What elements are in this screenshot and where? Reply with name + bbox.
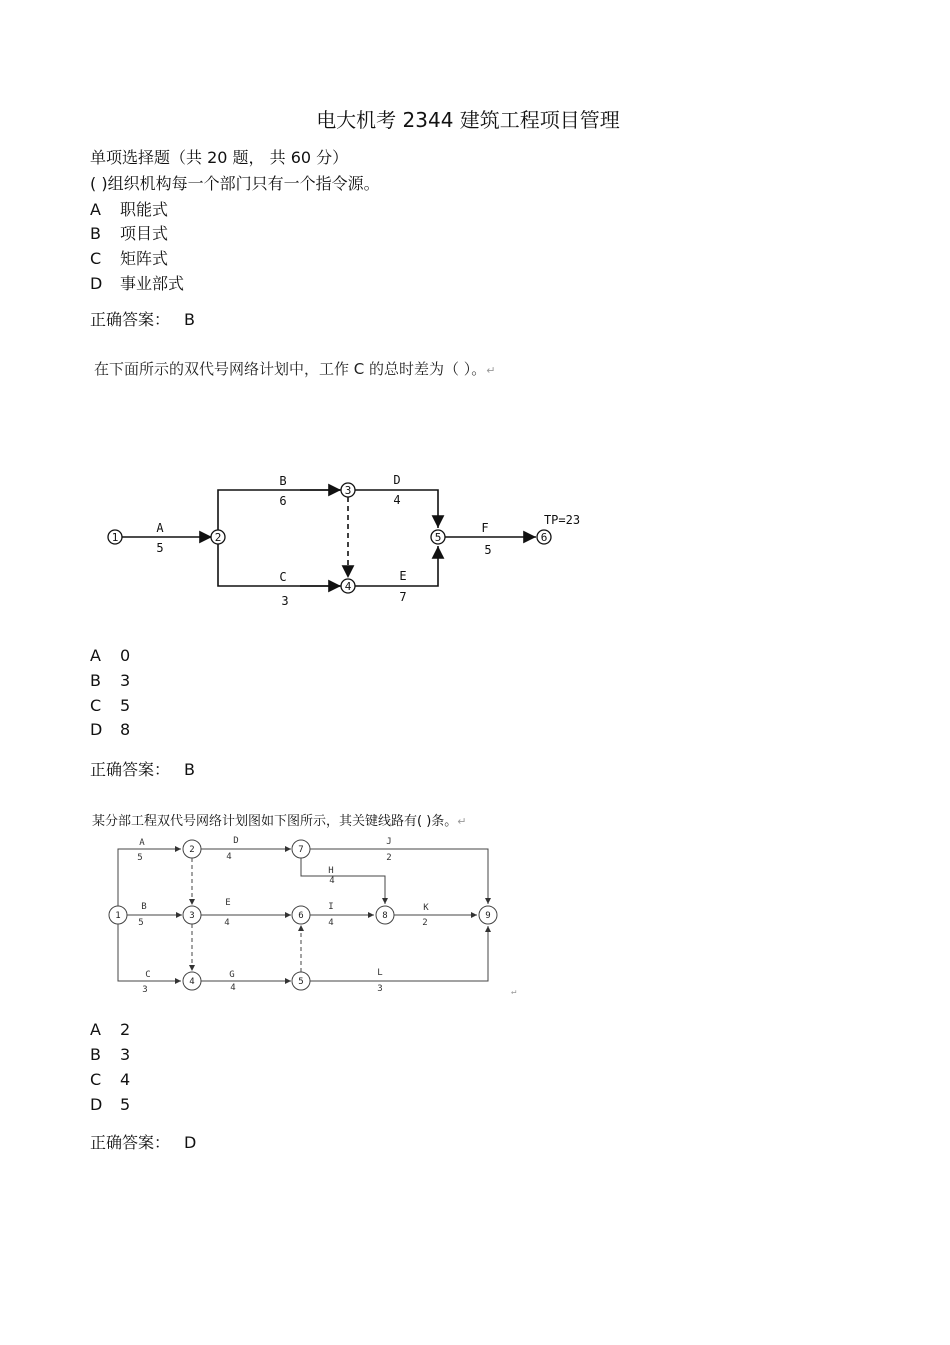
node-label-5: 5 — [434, 531, 442, 544]
activity-a-name: A — [156, 521, 164, 535]
activity-c-name: C — [145, 970, 151, 980]
option-letter: C — [90, 696, 102, 715]
option-letter: B — [90, 671, 101, 690]
activity-f-name: F — [481, 521, 489, 535]
activity-a-name: A — [139, 838, 145, 848]
option-text: 8 — [120, 720, 131, 739]
answer-label: 正确答案： — [90, 1133, 171, 1152]
node-label-5: 5 — [298, 977, 304, 987]
option-letter: D — [90, 720, 103, 739]
option-letter: C — [90, 1070, 102, 1089]
question-3-option-c — [90, 1070, 130, 1089]
node-label-2: 2 — [189, 845, 195, 855]
network-diagram-2 — [100, 832, 520, 1002]
node-label-3: 3 — [189, 911, 195, 921]
return-mark: ↵ — [457, 815, 467, 828]
activity-e-name: E — [399, 569, 407, 583]
activity-a-duration: 5 — [137, 853, 143, 863]
activity-c-name: C — [279, 570, 287, 584]
answer-value: B — [184, 310, 195, 329]
question-3-option-a — [90, 1020, 130, 1039]
network-diagram-1 — [100, 470, 600, 620]
activity-k-name: K — [423, 903, 429, 913]
question-1-answer — [90, 307, 195, 330]
activity-e-duration: 4 — [224, 918, 230, 928]
activity-e-duration: 7 — [399, 590, 407, 604]
option-letter: D — [90, 274, 103, 293]
node-label-6: 6 — [540, 531, 548, 544]
answer-value: B — [184, 760, 195, 779]
activity-b-name: B — [141, 902, 147, 912]
node-label-4: 4 — [189, 977, 195, 987]
option-text: 5 — [120, 696, 131, 715]
option-text: 4 — [120, 1070, 131, 1089]
activity-j-duration: 2 — [386, 853, 392, 863]
section-heading: 单项选择题（共 20 题， 共 60 分） — [90, 148, 349, 167]
question-2-option-d — [90, 720, 130, 739]
activity-c-duration: 3 — [281, 594, 289, 608]
activity-i-name: I — [328, 902, 334, 912]
activity-b-duration: 5 — [138, 918, 144, 928]
return-mark: ↵ — [486, 364, 496, 377]
activity-g-duration: 4 — [230, 983, 236, 993]
activity-e-name: E — [225, 898, 231, 908]
question-2-option-b — [90, 671, 130, 690]
option-letter: B — [90, 224, 101, 243]
arrow-a-path — [118, 849, 180, 907]
question-3-text-content: 某分部工程双代号网络计划图如下图所示，其关键线路有( )条。 — [92, 814, 458, 829]
answer-label: 正确答案： — [90, 310, 171, 329]
option-letter: B — [90, 1045, 101, 1064]
node-label-8: 8 — [382, 911, 388, 921]
question-2-answer — [90, 757, 195, 780]
question-3-option-b — [90, 1045, 130, 1064]
option-text: 5 — [120, 1095, 131, 1114]
return-mark: ↵ — [511, 987, 517, 997]
question-1-option-b — [90, 221, 168, 244]
node-label-6: 6 — [298, 911, 304, 921]
activity-d-name: D — [233, 836, 239, 846]
question-2-option-a — [90, 646, 130, 665]
activity-d-name: D — [393, 473, 401, 487]
activity-g-name: G — [229, 970, 235, 980]
node-label-1: 1 — [115, 911, 121, 921]
option-text: 3 — [120, 671, 131, 690]
activity-k-duration: 2 — [422, 918, 428, 928]
question-3-option-d — [90, 1095, 130, 1114]
node-label-1: 1 — [111, 531, 119, 544]
option-text: 矩阵式 — [120, 249, 169, 268]
arrow-e — [355, 546, 438, 586]
option-letter: C — [90, 249, 102, 268]
node-label-2: 2 — [214, 531, 222, 544]
activity-j-name: J — [386, 837, 392, 847]
node-label-4: 4 — [344, 580, 352, 593]
answer-value: D — [184, 1133, 197, 1152]
activity-i-duration: 4 — [328, 918, 334, 928]
option-text: 事业部式 — [120, 274, 185, 293]
question-2-text — [94, 358, 496, 379]
activity-f-duration: 5 — [484, 543, 492, 557]
activity-l-name: L — [377, 968, 383, 978]
tp-label: TP=23 — [543, 513, 581, 527]
question-1-option-c — [90, 246, 168, 269]
document-title: 电大机考 2344 建筑工程项目管理 — [316, 108, 620, 132]
node-label-7: 7 — [298, 845, 304, 855]
question-3-answer — [90, 1130, 196, 1153]
answer-label: 正确答案： — [90, 760, 171, 779]
activity-b-name: B — [279, 474, 287, 488]
node-label-9: 9 — [485, 911, 491, 921]
question-1-text: ( )组织机构每一个部门只有一个指令源。 — [90, 174, 380, 193]
option-text: 职能式 — [120, 200, 169, 219]
option-text: 项目式 — [120, 224, 169, 243]
activity-l-duration: 3 — [377, 984, 383, 994]
option-letter: A — [90, 646, 101, 665]
option-text: 2 — [120, 1020, 131, 1039]
question-1-option-d — [90, 271, 184, 294]
option-letter: A — [90, 200, 101, 219]
node-label-3: 3 — [344, 484, 352, 497]
arrow-h — [301, 858, 385, 904]
activity-b-duration: 6 — [279, 494, 287, 508]
question-1-option-a — [90, 197, 168, 220]
question-3-text — [92, 810, 467, 829]
activity-c-duration: 3 — [142, 985, 148, 995]
option-letter: A — [90, 1020, 101, 1039]
activity-h-duration: 4 — [329, 876, 335, 886]
question-2-text-content: 在下面所示的双代号网络计划中，工作 C 的总时差为（ ）。 — [94, 360, 487, 378]
option-text: 3 — [120, 1045, 131, 1064]
option-letter: D — [90, 1095, 103, 1114]
activity-d-duration: 4 — [226, 852, 232, 862]
option-text: 0 — [120, 646, 131, 665]
question-2-option-c — [90, 696, 130, 715]
arrow-l — [310, 926, 488, 981]
activity-d-duration: 4 — [393, 493, 401, 507]
activity-h-name: H — [328, 866, 334, 876]
activity-a-duration: 5 — [156, 541, 164, 555]
